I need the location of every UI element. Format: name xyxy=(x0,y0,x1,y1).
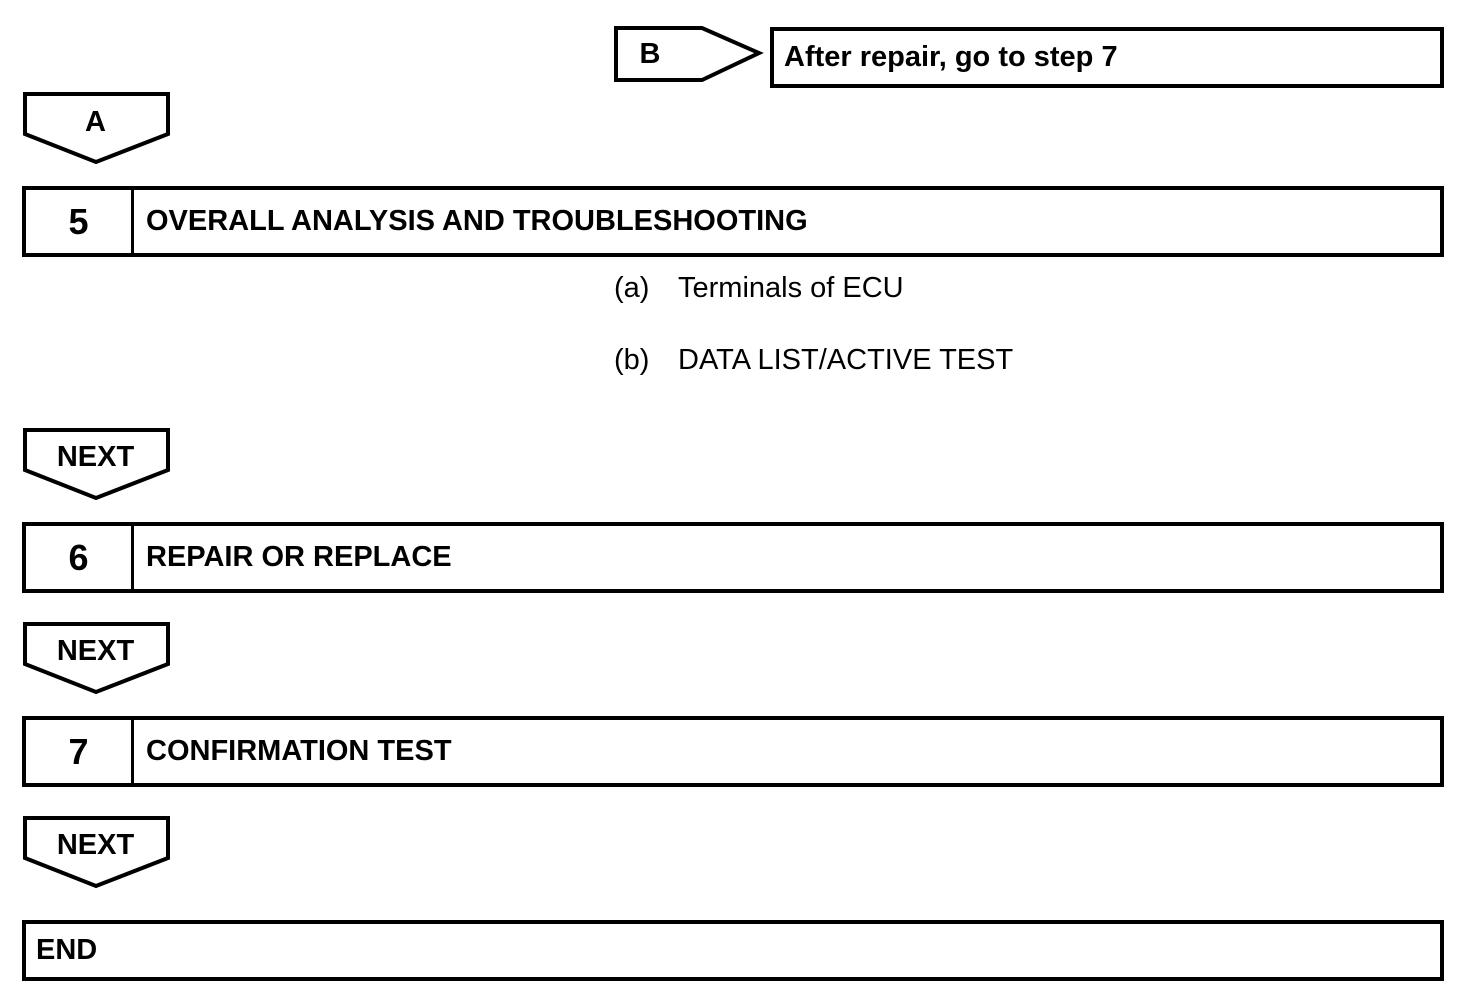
step-5-subitem-a-letter: (a) xyxy=(614,272,650,304)
branch-b-result-box xyxy=(770,27,1444,88)
end-box xyxy=(22,920,1444,981)
next-label-3: NEXT xyxy=(56,829,135,861)
end-label: END xyxy=(36,934,98,966)
next-label-2: NEXT xyxy=(56,635,135,667)
branch-a-label: A xyxy=(85,106,106,138)
step-5-number: 5 xyxy=(26,190,134,253)
step-5-subitem-b-text: DATA LIST/ACTIVE TEST xyxy=(678,344,1014,376)
step-5-title: OVERALL ANALYSIS AND TROUBLESHOOTING xyxy=(146,205,808,237)
step-5-subitem-a-text: Terminals of ECU xyxy=(678,272,904,304)
step-5-box xyxy=(22,186,1444,257)
step-6-box xyxy=(22,522,1444,593)
step-6-title: REPAIR OR REPLACE xyxy=(146,541,452,573)
next-label-1: NEXT xyxy=(56,441,135,473)
branch-b-label: B xyxy=(639,38,661,70)
step-6-number: 6 xyxy=(26,526,134,589)
step-5-subitem-b-letter: (b) xyxy=(614,344,650,376)
step-7-title: CONFIRMATION TEST xyxy=(146,735,452,767)
branch-b-result-text: After repair, go to step 7 xyxy=(784,41,1118,73)
step-7-number: 7 xyxy=(26,720,134,783)
step-7-box xyxy=(22,716,1444,787)
